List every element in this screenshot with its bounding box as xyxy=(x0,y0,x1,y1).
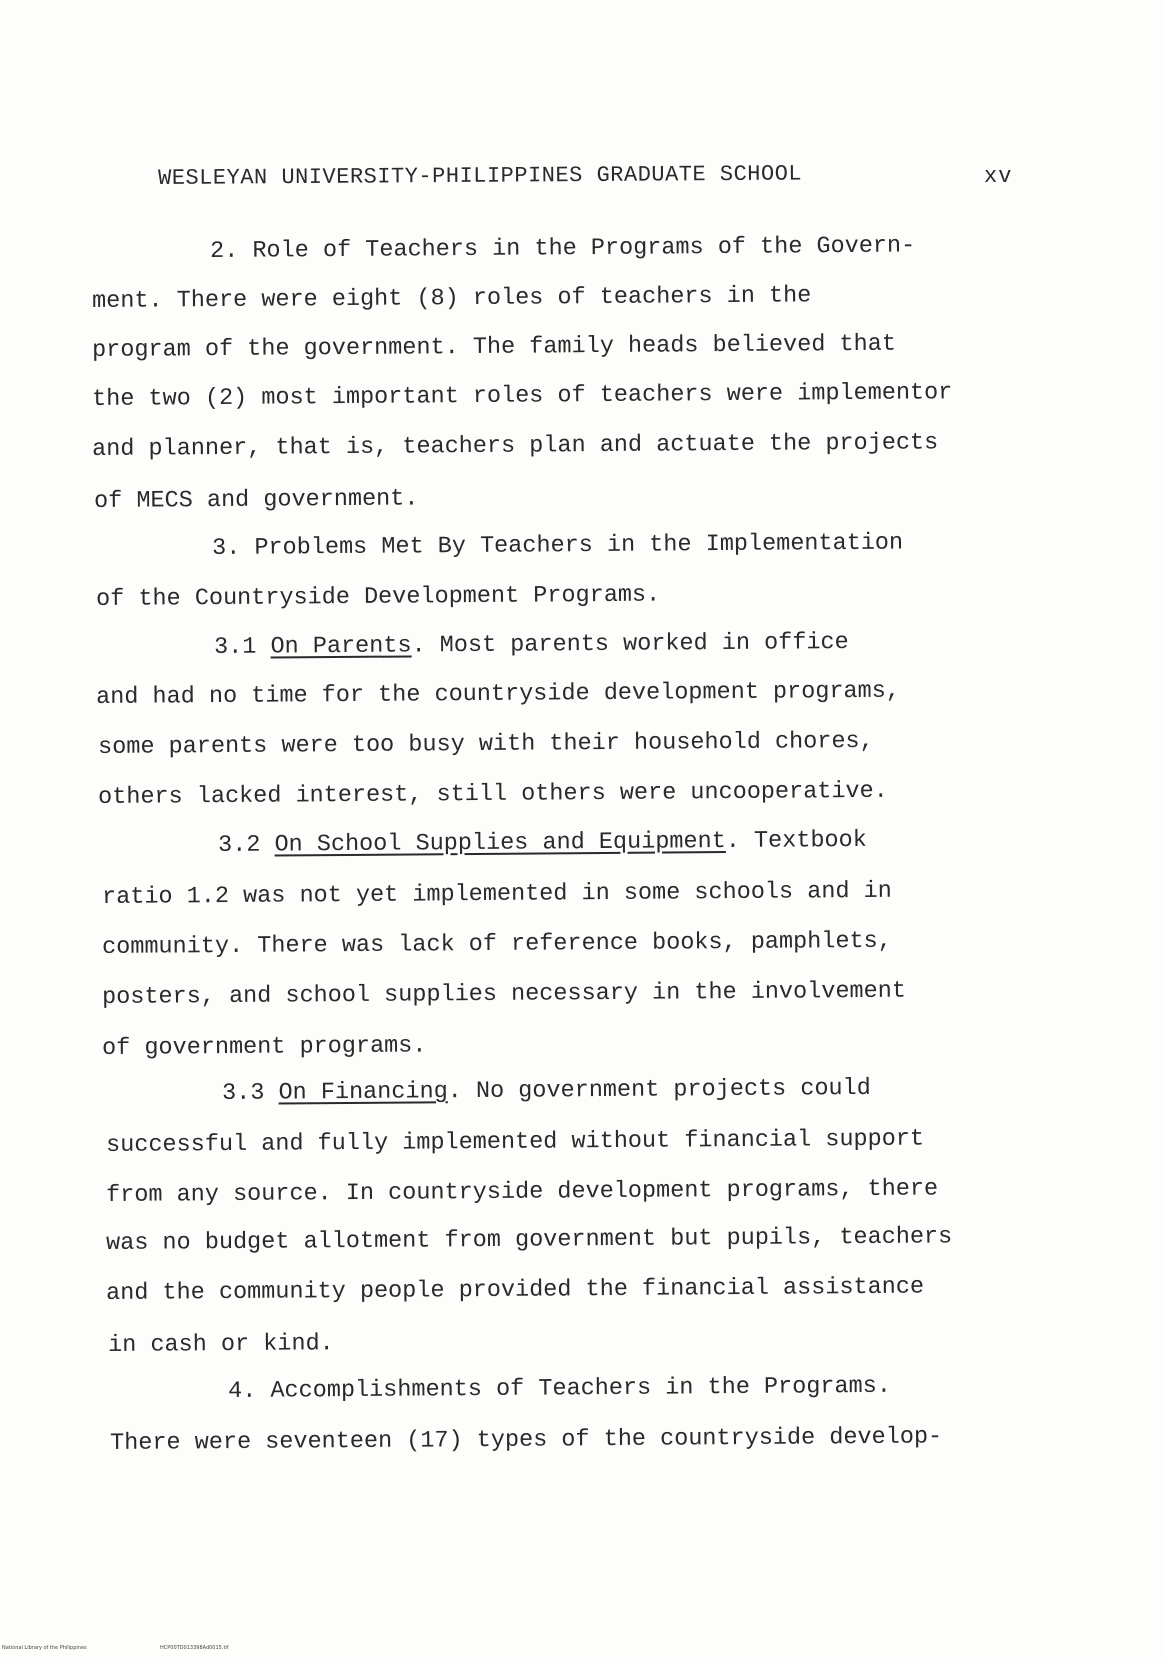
text-line: was no budget allotment from government but pupils, teachers xyxy=(106,1223,953,1257)
text-line: others lacked interest, still others were uncooperative. xyxy=(98,777,888,811)
text-line: of government programs. xyxy=(102,1032,427,1062)
text-line: There were seventeen (17) types of the countryside develop- xyxy=(110,1423,943,1457)
section-line-3-2 xyxy=(218,827,867,859)
section-line-3-3 xyxy=(222,1075,871,1107)
section-number: 3.2 xyxy=(218,831,261,859)
text-line: 3. Problems Met By Teachers in the Implementation xyxy=(212,529,904,562)
text-line: and had no time for the countryside development programs, xyxy=(96,677,901,711)
section-text: . Most parents worked in office xyxy=(411,629,849,660)
section-text: . No government projects could xyxy=(447,1074,871,1106)
text-line: and planner, that is, teachers plan and actuate the projects xyxy=(92,429,939,463)
page-number: xv xyxy=(984,164,1013,189)
text-line: 4. Accomplishments of Teachers in the Programs. xyxy=(228,1372,892,1405)
section-number: 3.1 xyxy=(214,633,257,661)
section-line-3-1 xyxy=(214,629,849,661)
text-line: community. There was lack of reference books, pamphlets, xyxy=(102,927,892,961)
text-line: 2. Role of Teachers in the Programs of the Govern- xyxy=(210,232,916,265)
text-line: of MECS and government. xyxy=(94,485,419,515)
text-line: successful and fully implemented without financial support xyxy=(106,1125,925,1159)
text-line: of the Countryside Development Programs. xyxy=(96,581,661,613)
text-line: program of the government. The family heads believed that xyxy=(92,330,897,364)
section-number: 3.3 xyxy=(222,1079,265,1107)
text-line: ratio 1.2 was not yet implemented in some schools and in xyxy=(102,877,892,911)
text-line: ment. There were eight (8) roles of teachers in the xyxy=(92,282,812,315)
text-line: in cash or kind. xyxy=(108,1330,334,1359)
footer-code: HCP00TD013398Ad0015.tif xyxy=(160,1645,229,1651)
footer-library: National Library of the Philippines xyxy=(2,1645,87,1651)
text-line: from any source. In countryside development programs, there xyxy=(106,1175,939,1209)
section-text: . Textbook xyxy=(725,826,867,856)
page-header: WESLEYAN UNIVERSITY-PHILIPPINES GRADUATE SCHOOL xyxy=(158,161,803,191)
section-heading: On Parents xyxy=(270,632,412,661)
section-heading: On Financing xyxy=(278,1078,448,1107)
text-line: some parents were too busy with their household chores, xyxy=(98,727,874,761)
section-heading: On School Supplies and Equipment xyxy=(274,828,726,859)
text-line: posters, and school supplies necessary in the involvement xyxy=(102,977,907,1011)
text-line: the two (2) most important roles of teachers were implementor xyxy=(92,379,953,413)
text-line: and the community people provided the financial assistance xyxy=(106,1273,925,1307)
